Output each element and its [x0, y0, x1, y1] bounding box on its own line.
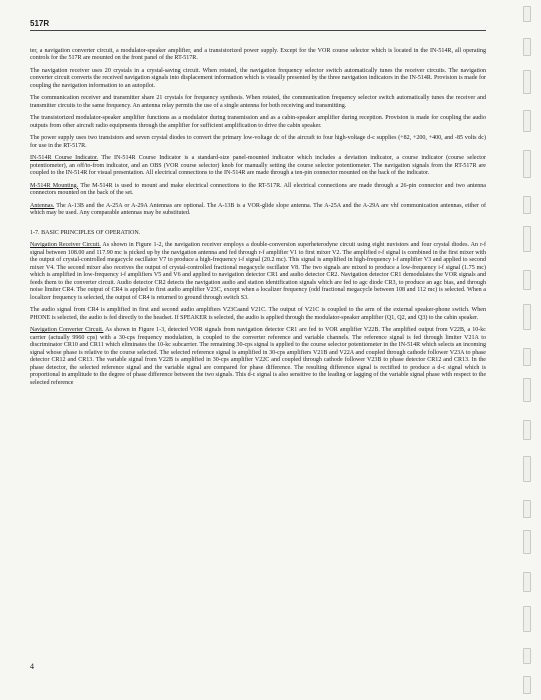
- mounting-text: The M-514R is used to mount and make electrical connections to the RT-517R. All electrical connections are made through a 26-pin connector and two antenna connectors mounted on the back of the set.: [30, 182, 486, 196]
- antennas-text: The A-13B and the A-25A or A-29A Antennas are optional. The A-13B is a VOR-glide slope antenna. The A-25A and the A-29A are vhf communication antennas, either of which may be used. Any comparable antennas may be substituted.: [30, 202, 486, 216]
- binder-tab: [523, 70, 531, 94]
- header-rule: [30, 30, 486, 31]
- binder-tab: [523, 110, 531, 132]
- document-page: [30, 20, 486, 392]
- binder-tab: [523, 500, 531, 518]
- paragraph-nav-receiver-circuit: [30, 242, 486, 302]
- paragraph-modulator: The transistorized modulator-speaker amplifier functions as a modulator during transmission and as a cabin-speaker amplifier during reception. Provision is made for coupling the audio outputs from other aircraft radio equipments through the amplifier for sufficient amplification to drive the cabin speaker.: [30, 115, 486, 129]
- running-header: 517R: [30, 19, 50, 28]
- course-indicator-heading: IN-514R Course Indicator.: [30, 155, 99, 161]
- binder-edge: [515, 0, 541, 700]
- paragraph-intro: ter, a navigation converter circuit, a modulator-speaker amplifier, and a transistorized power supply. Except for the VOR course selector which is located in the IN-514R, all operating controls for the 517R are mounted on the front panel of the RT-517R.: [30, 47, 486, 61]
- paragraph-nav-converter: [30, 327, 486, 387]
- paragraph-mounting: [30, 183, 486, 198]
- mounting-heading: M-514R Mounting.: [30, 182, 79, 189]
- binder-tab: [523, 676, 531, 694]
- binder-tab: [523, 530, 531, 554]
- antennas-heading: Antennas.: [30, 202, 55, 209]
- paragraph-course-indicator: [30, 155, 486, 178]
- binder-tab: [523, 38, 531, 56]
- binder-tab: [523, 196, 531, 214]
- binder-tab: [523, 304, 531, 330]
- binder-tab: [523, 378, 531, 402]
- binder-tab: [523, 150, 531, 178]
- nav-receiver-heading: Navigation Receiver Circuit.: [30, 242, 101, 248]
- binder-tab: [523, 420, 531, 440]
- paragraph-comm-receiver: The communication receiver and transmitter share 21 crystals for frequency synthesis. When rotated, the communication frequency selector switch automatically tunes the receiver and transmitter circuits to the same frequency. An antenna relay permits the use of a single antenna for both receiving and transmitting.: [30, 95, 486, 109]
- nav-converter-heading: Navigation Converter Circuit.: [30, 327, 104, 333]
- nav-converter-text: As shown in Figure 1-3, detected VOR signals from navigation detector CR1 are fed to VOR amplifier V22B. The amplified output from V22B, a 10-kc carrier (actually 9960 cps) with a 30-cps frequency modulation, is coupled to the converter reference and variable channels. The reference signal is fed through limiter V21A to discriminator CR10 and CR11 which eliminates the 10-kc subcarrier. The remaining 30-cps signal is applied to the course selector potentiometer in the IN-514R which selects an incoming signal whose phase is relative to the course selected. The selected reference signal is amplified in 30-cps amplifiers V21B and V22A and coupled through cathode follower V23A to phase detector CR12 and CR13. The variable signal from V22B is amplified in 30-cps amplifier V22C and coupled through cathode follower V23B to phase detector CR12 and CR13. In the phase detector, the selected reference signal and the variable signal are compared for phase difference. The resulting difference signal is rectified to produce a d-c signal which is proportional in amplitude to the degree of phase difference between the two signals. This d-c signal is also sensitive to the leading or lagging of the variable signal phase with respect to the selected reference: [30, 327, 486, 386]
- binder-tab: [523, 270, 531, 290]
- paragraph-audio: The audio signal from CR4 is amplified in first and second audio amplifiers V23Caand V21C. The output of V21C is coupled to the arm of the external speaker-phone switch. When PHONE is selected, the audio is fed directly to the headset. If SPEAKER is selected, the audio is applied through the modulator-speaker amplifier (Q1, Q2, and Q3) to the cabin speaker.: [30, 307, 486, 321]
- section-title: 1-7. BASIC PRINCIPLES OF OPERATION.: [30, 229, 141, 236]
- binder-tab: [523, 348, 531, 366]
- binder-tab: [523, 648, 531, 664]
- page-number: 4: [30, 662, 34, 671]
- binder-tab: [523, 456, 531, 482]
- nav-receiver-text: As shown in Figure 1-2, the navigation receiver employs a double-conversion superheterodyne circuit using eight nuvistors and four crystal diodes. An r-f signal between 108.00 and 117.90 mc is picked up by the navigation antenna and fed through r-f amplifier V1 to first mixer V2. The amplified r-f signal is combined in the first mixer with the output of crystal-controlled megacycle oscillator V7 to produce a high-frequency i-f signal (20.2 mc). This signal is amplified in high-frequency i-f amplifier V3 and applied to second mixer V4. The second mixer also receives the output of crystal-controlled fractional megacycle oscillator V8. The two signals are mixed to produce a low-frequency i-f signal (1.75 mc) which is amplified in low-frequency i-f amplifiers V5 and V6 and applied to navigation detector CR1 and audio detector CR2. Navigation detector CR1 demodulates the VOR signals and feeds them to the converter circuit. Audio detector CR2 detects the navigation audio and station identification signals which are fed to agc diode CR3, to produce an agc bias, and through noise limiter CR4. The output of CR4 is applied to first audio amplifier V23C, except when a localizer frequency (odd fractional megacycle between 108 and 112 mc) is selected. When a localizer frequency is selected, the output of CR4 is returned to ground through switch S3.: [30, 242, 487, 301]
- binder-tab: [523, 226, 531, 252]
- paragraph-nav-receiver-crystals: The navigation receiver uses 20 crystals in a crystal-saving circuit. When rotated, the navigation frequency selector switch automatically tunes the receiver circuits. The navigation converter circuit converts the received navigation signals into displacement information which is visually presented by the three navigation indicators in the IN-514R. Provision is made for coupling the navigation information to an autopilot.: [30, 67, 486, 89]
- binder-tab: [523, 6, 531, 22]
- course-indicator-text: The IN-514R Course Indicator is a standard-size panel-mounted indicator which includes a deviation indicator, a course indicator (course selector potentiometer), an off/to-from indicator, and an OBS (VOR course selector) knob for manually setting the course selector potentiometer. The navigation signals from the RT-517R are coupled to the IN-514R for visual presentation. All electrical connections to the IN-514R are made through a ten-pin connector mounted on the back of the indicator.: [30, 155, 486, 176]
- paragraph-antennas: [30, 203, 486, 218]
- binder-tab: [523, 606, 531, 632]
- paragraph-power-supply: The power supply uses two transistors and seven crystal diodes to convert the primary low-voltage dc of the aircraft to four high-voltage d-c supplies (+82, +200, +400, and -85 volts dc) for use in the RT-517R.: [30, 135, 486, 149]
- binder-tab: [523, 572, 531, 592]
